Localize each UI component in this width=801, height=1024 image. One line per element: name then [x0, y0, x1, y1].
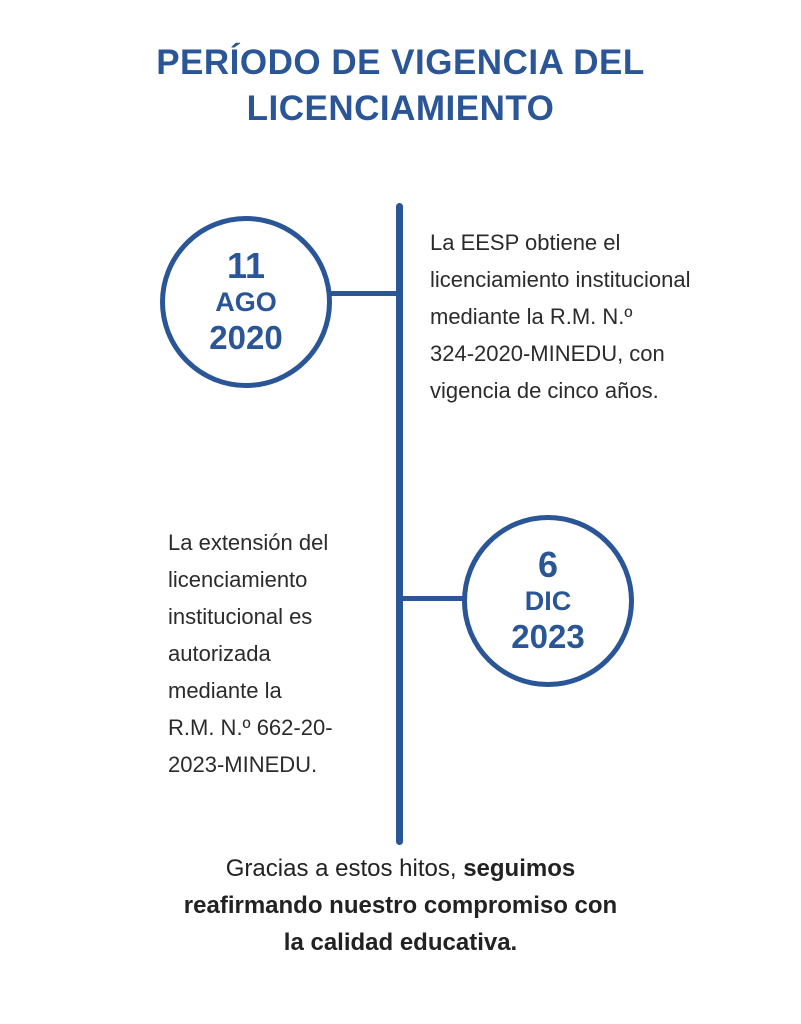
desc-line: institucional es [168, 604, 313, 629]
date-day: 6 [537, 544, 559, 585]
closing-line-2: reafirmando nuestro compromiso con [183, 892, 618, 919]
desc-line: 324-2020-MINEDU, con [430, 341, 665, 366]
closing-line-3: la calidad educativa. [283, 929, 518, 956]
date-year: 2020 [209, 319, 283, 356]
milestone-2-description [168, 524, 333, 783]
milestone-1-description [430, 224, 690, 409]
date-circle-2023 [462, 515, 634, 687]
desc-line: vigencia de cinco años. [430, 378, 659, 403]
timeline-axis [396, 203, 403, 845]
desc-line: La EESP obtiene el [430, 230, 621, 255]
page-title [0, 40, 801, 132]
desc-line: autorizada [168, 641, 271, 666]
closing-statement [0, 850, 801, 961]
date-year: 2023 [511, 618, 585, 655]
title-line-1: PERÍODO DE VIGENCIA DEL [156, 43, 645, 82]
date-circle-2020 [160, 216, 332, 388]
date-month: AGO [215, 287, 277, 317]
desc-line: mediante la [168, 678, 282, 703]
title-line-2: LICENCIAMIENTO [246, 89, 555, 128]
date-month: DIC [524, 586, 572, 616]
desc-line: R.M. N.º 662-20- [168, 715, 333, 740]
desc-line: licenciamiento institucional [430, 267, 691, 292]
desc-line: mediante la R.M. N.º [430, 304, 633, 329]
closing-line-1-regular: Gracias a estos hitos, [225, 855, 457, 882]
desc-line: licenciamiento [168, 567, 308, 592]
date-day: 11 [226, 245, 266, 286]
closing-line-1-bold: seguimos [463, 855, 576, 882]
desc-line: 2023-MINEDU. [168, 752, 318, 777]
desc-line: La extensión del [168, 530, 329, 555]
